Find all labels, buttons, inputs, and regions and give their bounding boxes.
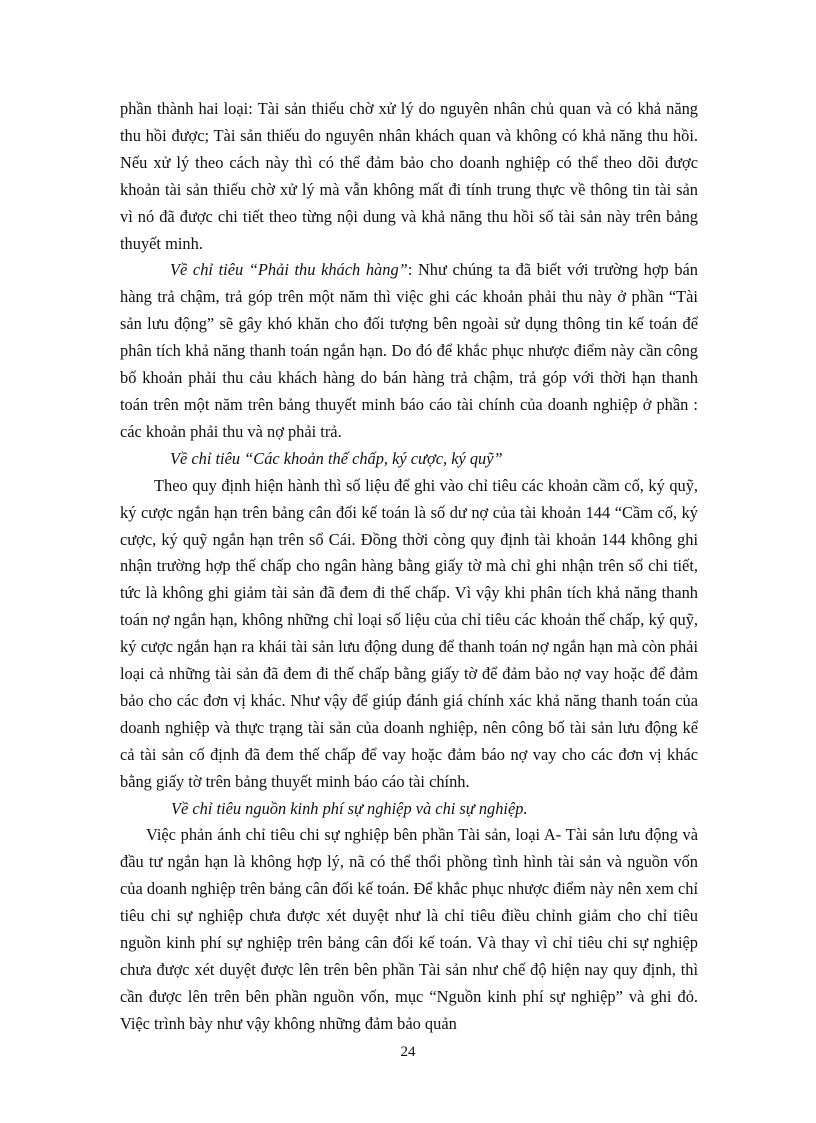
document-page [120,96,699,1033]
section-heading-non-business-funds: Về chỉ tiêu nguồn kinh phí sự nghiệp và chi sự nghiệp. [171,798,528,818]
section-heading-collateral: Về chỉ tiêu “Các khoản thế chấp, ký cược, ký quỹ” [170,448,503,468]
body-paragraph-with-heading [120,257,698,445]
heading-separator: : [407,260,418,280]
body-paragraph: Theo quy định hiện hành thì số liệu để ghi vào chỉ tiêu các khoản cầm cố, ký quỹ, ký cược ngắn hạn trên bảng cân đối kế toán là số dư nợ của tài khoản 144 “Cầm cố, ký cược, ký quỹ ngắn hạn trên sổ Cái. Đồng thời còng quy định tài khoản 144 không ghi nhận trường hợp thế chấp cho ngân hàng bằng giấy tờ mà chỉ ghi nhận trên sổ chi tiết, tức là không ghi giảm tài sản đã đem đi thế chấp. Vì vậy khi phân tích khả năng thanh toán nợ ngắn hạn, không những chỉ loại số liệu của chỉ tiêu các khoản thế chấp, ký quỹ, ký cược ngắn hạn ra khái tài sản lưu động dung để thanh toán nợ ngắn hạn mà còn phải loại cả những tài sản đã đem đi thế chấp bằng giấy tờ để đảm bảo nợ vay hoặc để đảm bảo cho các đơn vị khác. Như vậy để giúp đánh giá chính xác khả năng thanh toán của doanh nghiệp và thực trạng tài sản của doanh nghiệp, nên công bố tài sản lưu động kể cả tài sản cố định đã đem thế chấp để vay hoặc đảm báo nợ vay cho các đơn vị khác bằng giấy tờ trên bảng thuyết minh báo cáo tài chính. [120,475,698,791]
paragraph-text: Như chúng ta đã biết với trường hợp bán hàng trả chậm, trả góp trên một năm thì việc ghi các khoản phải thu này ở phần “Tài sản lưu động” sẽ gây khó khăn cho đối tượng bên ngoài sử dụng thông tin kế toán để phân tích khả năng thanh toán ngắn hạn. Do đó để khắc phục nhược điểm này cần công bố khoản phải thu cảu khách hàng do bán hàng trả chậm, trả góp với thời hạn thanh toán trên một năm trên bảng thuyết minh báo cáo tài chính của doanh nghiệp ở phần : các khoản phải thu và nợ phải trả. [120,260,699,441]
body-paragraph: Việc phản ánh chỉ tiêu chi sự nghiệp bên phần Tài sản, loại A- Tài sản lưu động và đầu tư ngắn hạn là không hợp lý, nã có thể thổi phồng tình hình tài sản và nguồn vốn của doanh nghiệp trên bảng cân đối kế toán. Để khắc phục nhược điểm này nên xem chỉ tiêu chi sự nghiệp chưa được xét duyệt như là chỉ tiêu điều chỉnh giảm cho chỉ tiêu nguồn kinh phí sự nghiệp trên bảng cân đối kế toán. Và thay vì chỉ tiêu chi sự nghiệp chưa được xét duyệt được lên trên bên phần Tài sản như chế độ hiện nay quy định, thì cần được lên trên bên phần nguồn vốn, mục “Nguồn kinh phí sự nghiệp” và ghi đỏ. Việc trình bày như vậy không những đảm bảo quản [120,825,698,1033]
body-paragraph: phần thành hai loại: Tài sản thiếu chờ xử lý do nguyên nhân chủ quan và có khả năng thu hồi được; Tài sản thiếu do nguyên nhân khách quan và không có khả năng thu hồi. Nếu xử lý theo cách này thì có thể đảm bảo cho doanh nghiệp có thể theo dõi được khoản tài sản thiếu chờ xử lý mà vẫn không mất đi tính trung thực về thông tin tài sản vì nó đã được chi tiết theo từng nội dung và khả năng thu hồi số tài sản này trên bảng thuyết minh. [120,99,698,253]
section-heading-receivables: Về chỉ tiêu “Phải thu khách hàng” [170,260,408,280]
page-number: 24 [400,1044,416,1060]
